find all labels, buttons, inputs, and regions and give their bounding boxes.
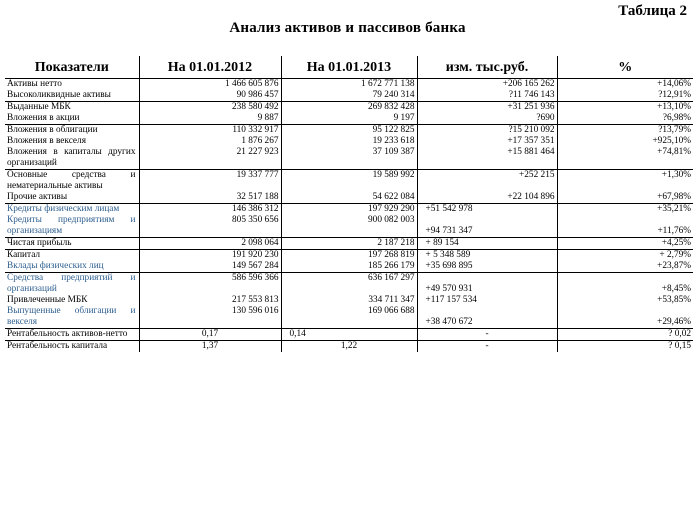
value-change: +51 542 978 bbox=[417, 204, 557, 216]
table-row bbox=[5, 170, 693, 193]
value-2012: 21 227 923 bbox=[139, 147, 281, 170]
value-percent: +8,45% bbox=[557, 273, 693, 296]
value-2012: 1 466 605 876 bbox=[139, 79, 281, 91]
table-label: Таблица 2 bbox=[618, 3, 687, 19]
row-label: Вложения в векселя bbox=[7, 136, 86, 146]
row-label: Активы нетто bbox=[7, 79, 62, 89]
value-2013: 79 240 314 bbox=[281, 90, 417, 102]
value-2012: 191 920 230 bbox=[139, 250, 281, 262]
value-percent: ? 0,02 bbox=[557, 329, 693, 341]
value-2013: 37 109 387 bbox=[281, 147, 417, 170]
value-2013: 95 122 825 bbox=[281, 125, 417, 137]
value-change: + 5 348 589 bbox=[417, 250, 557, 262]
value-2013: 197 268 819 bbox=[281, 250, 417, 262]
table-row bbox=[5, 329, 693, 341]
value-change: +17 357 351 bbox=[417, 136, 557, 147]
value-change: - bbox=[417, 341, 557, 353]
table-header-row bbox=[5, 56, 693, 79]
header-2012: На 01.01.2012 bbox=[139, 56, 281, 79]
table-row bbox=[5, 204, 693, 216]
value-2012: 146 386 312 bbox=[139, 204, 281, 216]
value-2012: 1,37 bbox=[139, 341, 281, 353]
value-change: ?11 746 143 bbox=[417, 90, 557, 102]
table-row bbox=[5, 261, 693, 273]
value-2013: 1 672 771 138 bbox=[281, 79, 417, 91]
value-change: +35 698 895 bbox=[417, 261, 557, 273]
table-row bbox=[5, 79, 693, 91]
value-2013: 19 233 618 bbox=[281, 136, 417, 147]
value-percent: ? 0,15 bbox=[557, 341, 693, 353]
table-row bbox=[5, 238, 693, 250]
value-2012: 149 567 284 bbox=[139, 261, 281, 273]
value-percent: +35,21% bbox=[557, 204, 693, 216]
row-label: Высоколиквидные активы bbox=[7, 90, 111, 100]
header-indicators: Показатели bbox=[5, 56, 139, 79]
value-percent: +29,46% bbox=[557, 306, 693, 329]
value-2012: 90 986 457 bbox=[139, 90, 281, 102]
row-label: Кредиты физическим лицам bbox=[5, 204, 139, 216]
value-change: +38 470 672 bbox=[417, 306, 557, 329]
value-change: +15 881 464 bbox=[417, 147, 557, 170]
table-row bbox=[5, 102, 693, 114]
table-row bbox=[5, 306, 693, 329]
row-label: Выданные МБК bbox=[5, 102, 139, 114]
value-2012: 1 876 267 bbox=[139, 136, 281, 147]
value-2012: 130 596 016 bbox=[139, 306, 281, 329]
row-label: Рентабельность капитала bbox=[5, 341, 139, 353]
value-2013: 1,22 bbox=[281, 341, 417, 353]
value-2013: 900 082 003 bbox=[281, 215, 417, 238]
value-percent: ?13,79% bbox=[557, 125, 693, 137]
value-percent: +1,30% bbox=[557, 170, 693, 193]
table-row bbox=[5, 215, 693, 238]
value-2012: 217 553 813 bbox=[139, 295, 281, 306]
value-2012: 805 350 656 bbox=[139, 215, 281, 238]
value-change: ?15 210 092 bbox=[417, 125, 557, 137]
value-change: +117 157 534 bbox=[417, 295, 557, 306]
value-percent: +11,76% bbox=[557, 215, 693, 238]
value-percent: +23,87% bbox=[557, 261, 693, 273]
value-percent: + 2,79% bbox=[557, 250, 693, 262]
value-change: +206 165 262 bbox=[417, 79, 557, 91]
value-2012: 0,17 bbox=[139, 329, 281, 341]
value-percent: +925,10% bbox=[557, 136, 693, 147]
table-row bbox=[5, 341, 693, 353]
row-label: Капитал bbox=[5, 250, 139, 262]
value-2013: 185 266 179 bbox=[281, 261, 417, 273]
table-row bbox=[5, 125, 693, 137]
assets-liabilities-table bbox=[5, 56, 693, 352]
value-2013: 19 589 992 bbox=[281, 170, 417, 193]
row-label: Рентабельность активов-нетто bbox=[5, 329, 139, 341]
row-label: Чистая прибыль bbox=[5, 238, 139, 250]
value-percent: +4,25% bbox=[557, 238, 693, 250]
value-2012: 2 098 064 bbox=[139, 238, 281, 250]
value-percent: +67,98% bbox=[557, 192, 693, 204]
value-percent: +74,81% bbox=[557, 147, 693, 170]
value-2012: 9 887 bbox=[139, 113, 281, 125]
value-2012: 32 517 188 bbox=[139, 192, 281, 204]
table-row bbox=[5, 273, 693, 296]
value-2013: 2 187 218 bbox=[281, 238, 417, 250]
table-row bbox=[5, 90, 693, 102]
value-2013: 197 929 290 bbox=[281, 204, 417, 216]
value-change: +49 570 931 bbox=[417, 273, 557, 296]
table-row bbox=[5, 250, 693, 262]
value-change: - bbox=[417, 329, 557, 341]
value-2012: 110 332 917 bbox=[139, 125, 281, 137]
value-percent: +14,06% bbox=[557, 79, 693, 91]
value-2013: 269 832 428 bbox=[281, 102, 417, 114]
row-label: Вклады физических лиц bbox=[7, 261, 104, 271]
table-row bbox=[5, 147, 693, 170]
value-change: ?690 bbox=[417, 113, 557, 125]
value-2013: 0,14 bbox=[281, 329, 417, 341]
table-row bbox=[5, 136, 693, 147]
table-row bbox=[5, 113, 693, 125]
value-percent: ?6,98% bbox=[557, 113, 693, 125]
table-row bbox=[5, 192, 693, 204]
row-label: Вложения в акции bbox=[7, 113, 80, 123]
value-2013: 169 066 688 bbox=[281, 306, 417, 329]
value-2012: 238 580 492 bbox=[139, 102, 281, 114]
header-percent: % bbox=[557, 56, 693, 79]
value-2012: 19 337 777 bbox=[139, 170, 281, 193]
value-change: +31 251 936 bbox=[417, 102, 557, 114]
row-label: Средства предприятий и организаций bbox=[5, 273, 139, 296]
value-percent: ?12,91% bbox=[557, 90, 693, 102]
value-change: +22 104 896 bbox=[417, 192, 557, 204]
row-label: Прочие активы bbox=[7, 192, 68, 202]
value-2013: 636 167 297 bbox=[281, 273, 417, 296]
value-2013: 9 197 bbox=[281, 113, 417, 125]
row-label: Кредиты предприятиям и организациям bbox=[7, 215, 136, 236]
value-2013: 334 711 347 bbox=[281, 295, 417, 306]
row-label: Основные средства и нематериальные активы bbox=[5, 170, 139, 193]
header-2013: На 01.01.2013 bbox=[281, 56, 417, 79]
value-change: + 89 154 bbox=[417, 238, 557, 250]
row-label: Выпущенные облигации и векселя bbox=[7, 306, 136, 327]
value-percent: +53,85% bbox=[557, 295, 693, 306]
value-2012: 586 596 366 bbox=[139, 273, 281, 296]
value-change: +94 731 347 bbox=[417, 215, 557, 238]
value-percent: +13,10% bbox=[557, 102, 693, 114]
table-title: Анализ активов и пассивов банка bbox=[229, 20, 466, 36]
header-change: изм. тыс.руб. bbox=[417, 56, 557, 79]
row-label: Вложения в капиталы других организаций bbox=[7, 147, 136, 168]
value-change: +252 215 bbox=[417, 170, 557, 193]
row-label: Привлеченные МБК bbox=[7, 295, 88, 305]
table-row bbox=[5, 295, 693, 306]
value-2013: 54 622 084 bbox=[281, 192, 417, 204]
row-label: Вложения в облигации bbox=[5, 125, 139, 137]
